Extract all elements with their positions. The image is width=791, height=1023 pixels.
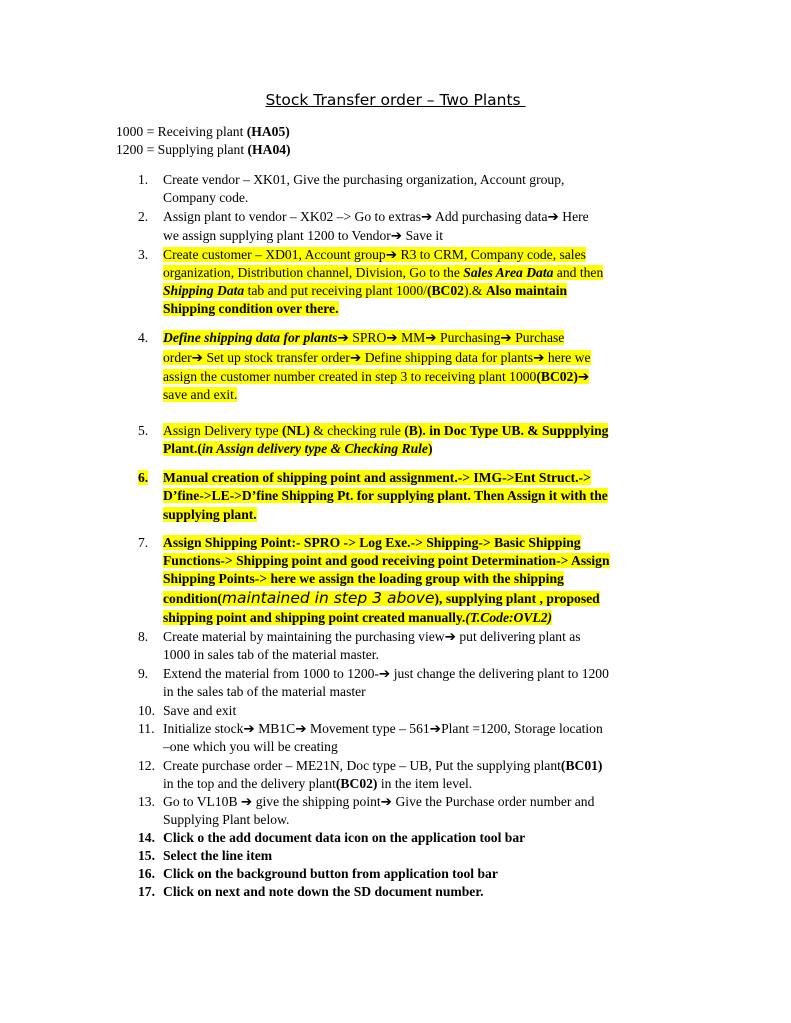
text-run: Plant.( <box>163 441 202 456</box>
step-text <box>163 589 600 608</box>
step-number: 17. <box>138 884 155 899</box>
text-run: in the top and the delivery plant <box>163 776 336 791</box>
step-number: 16. <box>138 866 155 881</box>
text-run: Shipping Points-> here we assign the loading group with the shipping <box>163 571 564 586</box>
step-text: Save and exit <box>163 703 237 718</box>
text-run: condition( <box>163 591 222 606</box>
step-text: we assign supplying plant 1200 to Vendor➔ Save it <box>163 228 443 243</box>
text-run: (BC02) <box>536 369 578 384</box>
def-code: (HA04) <box>247 142 291 157</box>
step-number: 7. <box>138 535 149 550</box>
text-run: (BC02) <box>335 776 378 791</box>
step-text <box>163 300 339 318</box>
step-text: Click on the background button from application tool bar <box>163 866 498 881</box>
step-text <box>163 329 564 347</box>
step-text <box>163 534 581 552</box>
step-text <box>163 282 567 300</box>
supplying-plant-line <box>116 141 291 159</box>
text-run: (B) <box>404 423 423 438</box>
text-run: (BC01) <box>560 758 603 773</box>
def-text: 1200 = Supplying plant <box>116 142 248 157</box>
step-text: –one which you will be creating <box>163 739 338 754</box>
step-text <box>163 609 552 627</box>
text-run: Sales Area Data <box>463 265 554 280</box>
page-title: Stock Transfer order – Two Plants <box>265 91 526 109</box>
text-run: and then <box>553 265 604 280</box>
text-run: . in Doc Type UB. & Suppplying <box>422 423 609 438</box>
text-run: 6. <box>138 470 149 485</box>
text-run: order➔ Set up stock transfer order➔ Define shipping data for plants➔ here we <box>163 350 591 365</box>
step-number: 2. <box>138 209 149 224</box>
step-text: Select the line item <box>163 848 273 863</box>
step-text <box>163 440 432 458</box>
text-run: (T.Code:OVL2) <box>465 610 553 625</box>
text-run: Also maintain <box>485 283 568 298</box>
text-run: Define shipping data for plants <box>163 330 338 345</box>
text-run: (BC02 <box>426 283 464 298</box>
step-number: 14. <box>138 830 155 845</box>
step-text <box>163 246 586 264</box>
step-text: Click on next and note down the SD document number. <box>163 884 484 899</box>
text-run: ).& <box>463 283 486 298</box>
text-run: Shipping condition over there. <box>163 301 339 316</box>
step-text <box>163 570 564 588</box>
step-number: 5. <box>138 423 149 438</box>
step-text <box>163 487 608 505</box>
step-text: Create material by maintaining the purchasing view➔ put delivering plant as <box>163 629 581 644</box>
step-number: 4. <box>138 330 149 345</box>
text-run: Shipping Data <box>163 283 245 298</box>
text-run: Manual creation of shipping point and assignment.-> IMG->Ent Struct.-> <box>163 470 591 485</box>
text-run: tab and put receiving plant 1000/ <box>244 283 427 298</box>
text-run: Create purchase order – ME21N, Doc type – UB, Put the supplying plant <box>163 758 561 773</box>
step-text <box>163 422 608 440</box>
step-text <box>163 264 603 282</box>
def-code: (HA05) <box>246 124 290 139</box>
step-text: Click o the add document data icon on the application tool bar <box>163 830 526 845</box>
step-text: Initialize stock➔ MB1C➔ Movement type – 561➔Plant =1200, Storage location <box>163 721 603 736</box>
def-text: 1000 = Receiving plant <box>116 124 247 139</box>
step-number: 13. <box>138 794 155 809</box>
step-number: 10. <box>138 703 155 718</box>
step-text: Supplying Plant below. <box>163 812 290 827</box>
step-text: Create vendor – XK01, Give the purchasing organization, Account group, <box>163 172 565 187</box>
step-text: in the sales tab of the material master <box>163 684 366 699</box>
text-run: ), supplying plant , proposed <box>434 591 600 606</box>
text-run: assign the customer number created in step 3 to receiving plant 1000 <box>163 369 537 384</box>
text-run: & checking rule <box>309 423 405 438</box>
step-number: 12. <box>138 758 155 773</box>
step-number: 8. <box>138 629 149 644</box>
step-text: Go to VL10B ➔ give the shipping point➔ Give the Purchase order number and <box>163 794 595 809</box>
step-text: Company code. <box>163 190 249 205</box>
step-text: 1000 in sales tab of the material master. <box>163 647 379 662</box>
step-text <box>163 386 237 404</box>
text-run: in the item level. <box>377 776 473 791</box>
step-text: Extend the material from 1000 to 1200-➔ just change the delivering plant to 1200 <box>163 666 609 681</box>
text-run: D’fine->LE->D’fine Shipping Pt. for supplying plant. Then Assign it with the <box>163 488 608 503</box>
step-number: 9. <box>138 666 149 681</box>
text-run: organization, Distribution channel, Division, Go to the <box>163 265 464 280</box>
step-text: Assign plant to vendor – XK02 –> Go to extras➔ Add purchasing data➔ Here <box>163 209 589 224</box>
step-text <box>163 552 610 570</box>
step-number: 15. <box>138 848 155 863</box>
text-run: in Assign delivery type & Checking Rule <box>201 441 428 456</box>
text-run: Functions-> Shipping point and good receiving point Determination-> Assign <box>163 553 610 568</box>
text-run: supplying plant. <box>163 507 257 522</box>
step-number: 3. <box>138 247 149 262</box>
text-run: maintained in step 3 above <box>221 589 435 607</box>
step-text <box>163 757 602 775</box>
step-text <box>163 506 257 524</box>
step-text <box>163 368 589 386</box>
step-text <box>163 775 472 793</box>
text-run: ➔ SPRO➔ MM➔ Purchasing➔ Purchase <box>337 330 565 345</box>
text-run: save and exit. <box>163 387 238 402</box>
text-run: ➔ <box>577 369 590 384</box>
step-text <box>163 349 591 367</box>
step-text <box>163 469 591 487</box>
step-number <box>138 469 148 487</box>
highlight: Create customer – XD01, Account group➔ R3 to CRM, Company code, sales <box>163 247 586 262</box>
receiving-plant-line <box>116 123 290 141</box>
text-run: ) <box>427 441 433 456</box>
step-number: 1. <box>138 172 149 187</box>
text-run: (NL) <box>281 423 310 438</box>
text-run: Assign Shipping Point:- SPRO -> Log Exe.-> Shipping-> Basic Shipping <box>163 535 581 550</box>
text-run: Assign Delivery type <box>163 423 282 438</box>
text-run: shipping point and shipping point created manually. <box>163 610 466 625</box>
step-number: 11. <box>138 721 155 736</box>
